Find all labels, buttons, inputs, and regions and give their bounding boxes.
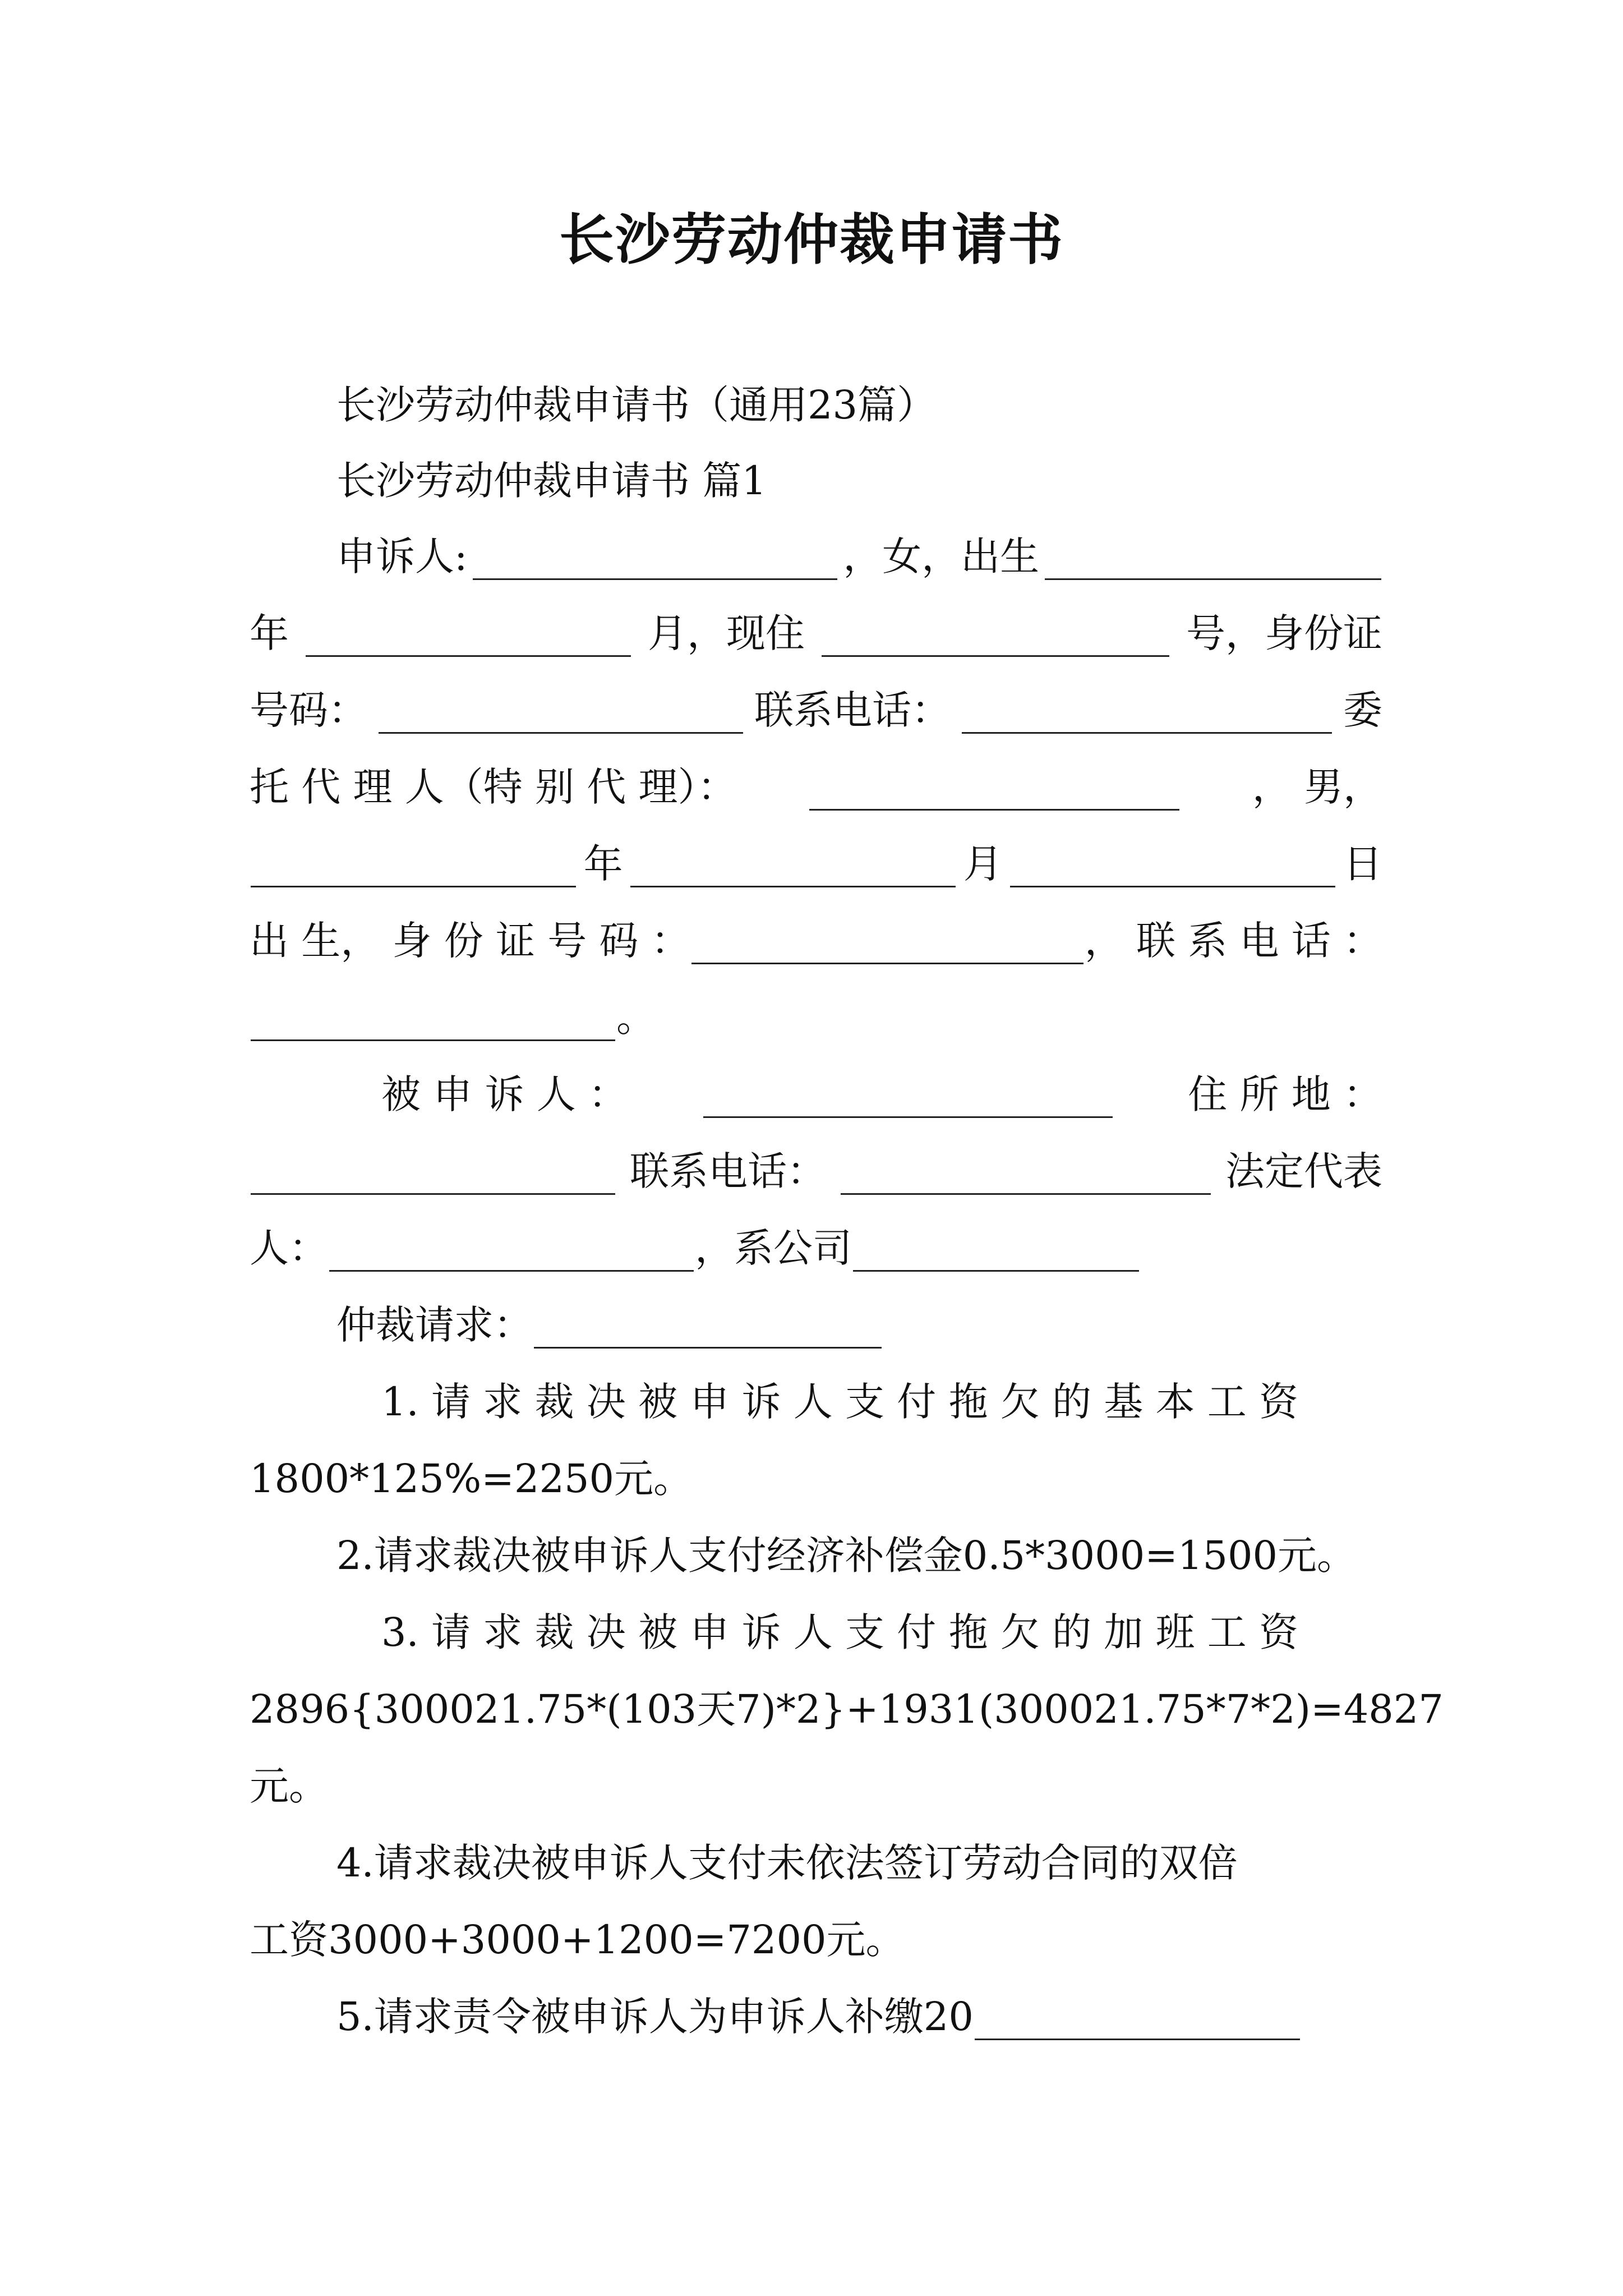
line-text: 出 生， 身 份 证 号 码 ： [250, 918, 690, 964]
line-text: 2.请求裁决被申诉人支付经济补偿金0.5*3000=1500元。 [336, 1533, 1357, 1579]
text-line [250, 1148, 1382, 1206]
fill-in-blank [703, 1076, 1113, 1118]
line-text: 仲裁请求： [336, 1302, 533, 1348]
fill-in-blank [822, 615, 1169, 657]
fill-in-blank [962, 692, 1332, 734]
fill-in-blank [1010, 845, 1335, 887]
fill-in-blank [379, 692, 743, 734]
line-text: 联系电话： [630, 1148, 826, 1194]
text-line [336, 1532, 1382, 1590]
fill-in-blank [251, 1153, 615, 1195]
text-line [336, 1993, 1382, 2051]
text-line [250, 840, 1382, 899]
line-text: 号，身份证 [1186, 610, 1382, 656]
line-text: 号码： [250, 687, 367, 733]
text-line [250, 1763, 1382, 1821]
text-line [381, 1071, 1382, 1129]
text-line [336, 1839, 1382, 1898]
text-line [250, 1686, 1444, 1744]
fill-in-blank [975, 1998, 1300, 2040]
line-text: 1800*125%=2250元。 [250, 1456, 693, 1502]
line-text: 3. 请 求 裁 决 被 申 诉 人 支 付 拖 欠 的 加 班 工 资 [381, 1609, 1299, 1655]
fill-in-blank [630, 845, 956, 887]
line-text: 5.请求责令被申诉人为申诉人补缴20 [336, 1994, 974, 2040]
line-text: 被 申 诉 人 ： [381, 1071, 628, 1117]
line-text: 申诉人: [336, 533, 468, 579]
text-line [250, 610, 1382, 668]
line-text: ，女，出生 [843, 533, 1040, 579]
line-text: ， 男， [1252, 764, 1382, 810]
line-text: 1. 请 求 裁 决 被 申 诉 人 支 付 拖 欠 的 基 本 工 资 [381, 1379, 1299, 1425]
text-line [250, 1455, 1382, 1513]
line-text: 人： [250, 1225, 328, 1271]
fill-in-blank [691, 922, 1083, 964]
text-line [381, 1378, 1382, 1437]
text-line [250, 994, 1382, 1052]
document-subtitle [336, 381, 1382, 440]
line-text: 托 代 理 人（特 别 代 理）： [250, 764, 737, 810]
fill-in-blank [251, 845, 576, 887]
fill-in-blank [251, 999, 615, 1041]
line-text: 日 [1343, 841, 1382, 887]
text-line [381, 1609, 1382, 1667]
line-text: 。 [616, 995, 656, 1041]
line-text: 月 [963, 841, 1003, 887]
text-line [250, 763, 1382, 822]
line-text: 住 所 地 ： [1188, 1071, 1382, 1117]
line-text: 联系电话： [754, 687, 951, 733]
text-line [336, 533, 1382, 591]
fill-in-blank [473, 538, 837, 580]
line-text: ， 联 系 电 话 ： [1084, 918, 1382, 964]
text-line [250, 687, 1382, 745]
line-text: 年 [250, 610, 289, 656]
line-text: 法定代表 [1225, 1148, 1382, 1194]
line-text: 2896{300021.75*(103天7)*2}+1931(300021.75*7*2)=4827 [250, 1686, 1444, 1732]
document-title: 长沙劳动仲裁申请书 [559, 208, 1064, 272]
fill-in-blank [841, 1153, 1211, 1195]
fill-in-blank [329, 1230, 694, 1272]
line-text: ，系公司 [695, 1225, 852, 1271]
text-line [336, 1301, 1382, 1360]
line-text: 工资3000+3000+1200=7200元。 [250, 1917, 905, 1963]
fill-in-blank [809, 769, 1179, 811]
text-line [250, 917, 1382, 976]
line-text: 年 [583, 841, 623, 887]
line-text: 4.请求裁决被申诉人支付未依法签订劳动合同的双倍 [336, 1840, 1238, 1886]
fill-in-blank [534, 1306, 882, 1349]
fill-in-blank [1045, 538, 1381, 580]
part-heading [336, 457, 1382, 516]
line-text: 元。 [250, 1763, 328, 1809]
fill-in-blank [853, 1230, 1139, 1272]
subtitle-text: 长沙劳动仲裁申请书（通用23篇） [336, 382, 937, 428]
fill-in-blank [306, 615, 631, 657]
text-line [250, 1225, 1382, 1283]
line-text: 委 [1343, 687, 1382, 733]
text-line [250, 1916, 1382, 1975]
line-text: 月，现住 [648, 610, 805, 656]
part-heading-text: 长沙劳动仲裁申请书 篇1 [336, 458, 767, 504]
